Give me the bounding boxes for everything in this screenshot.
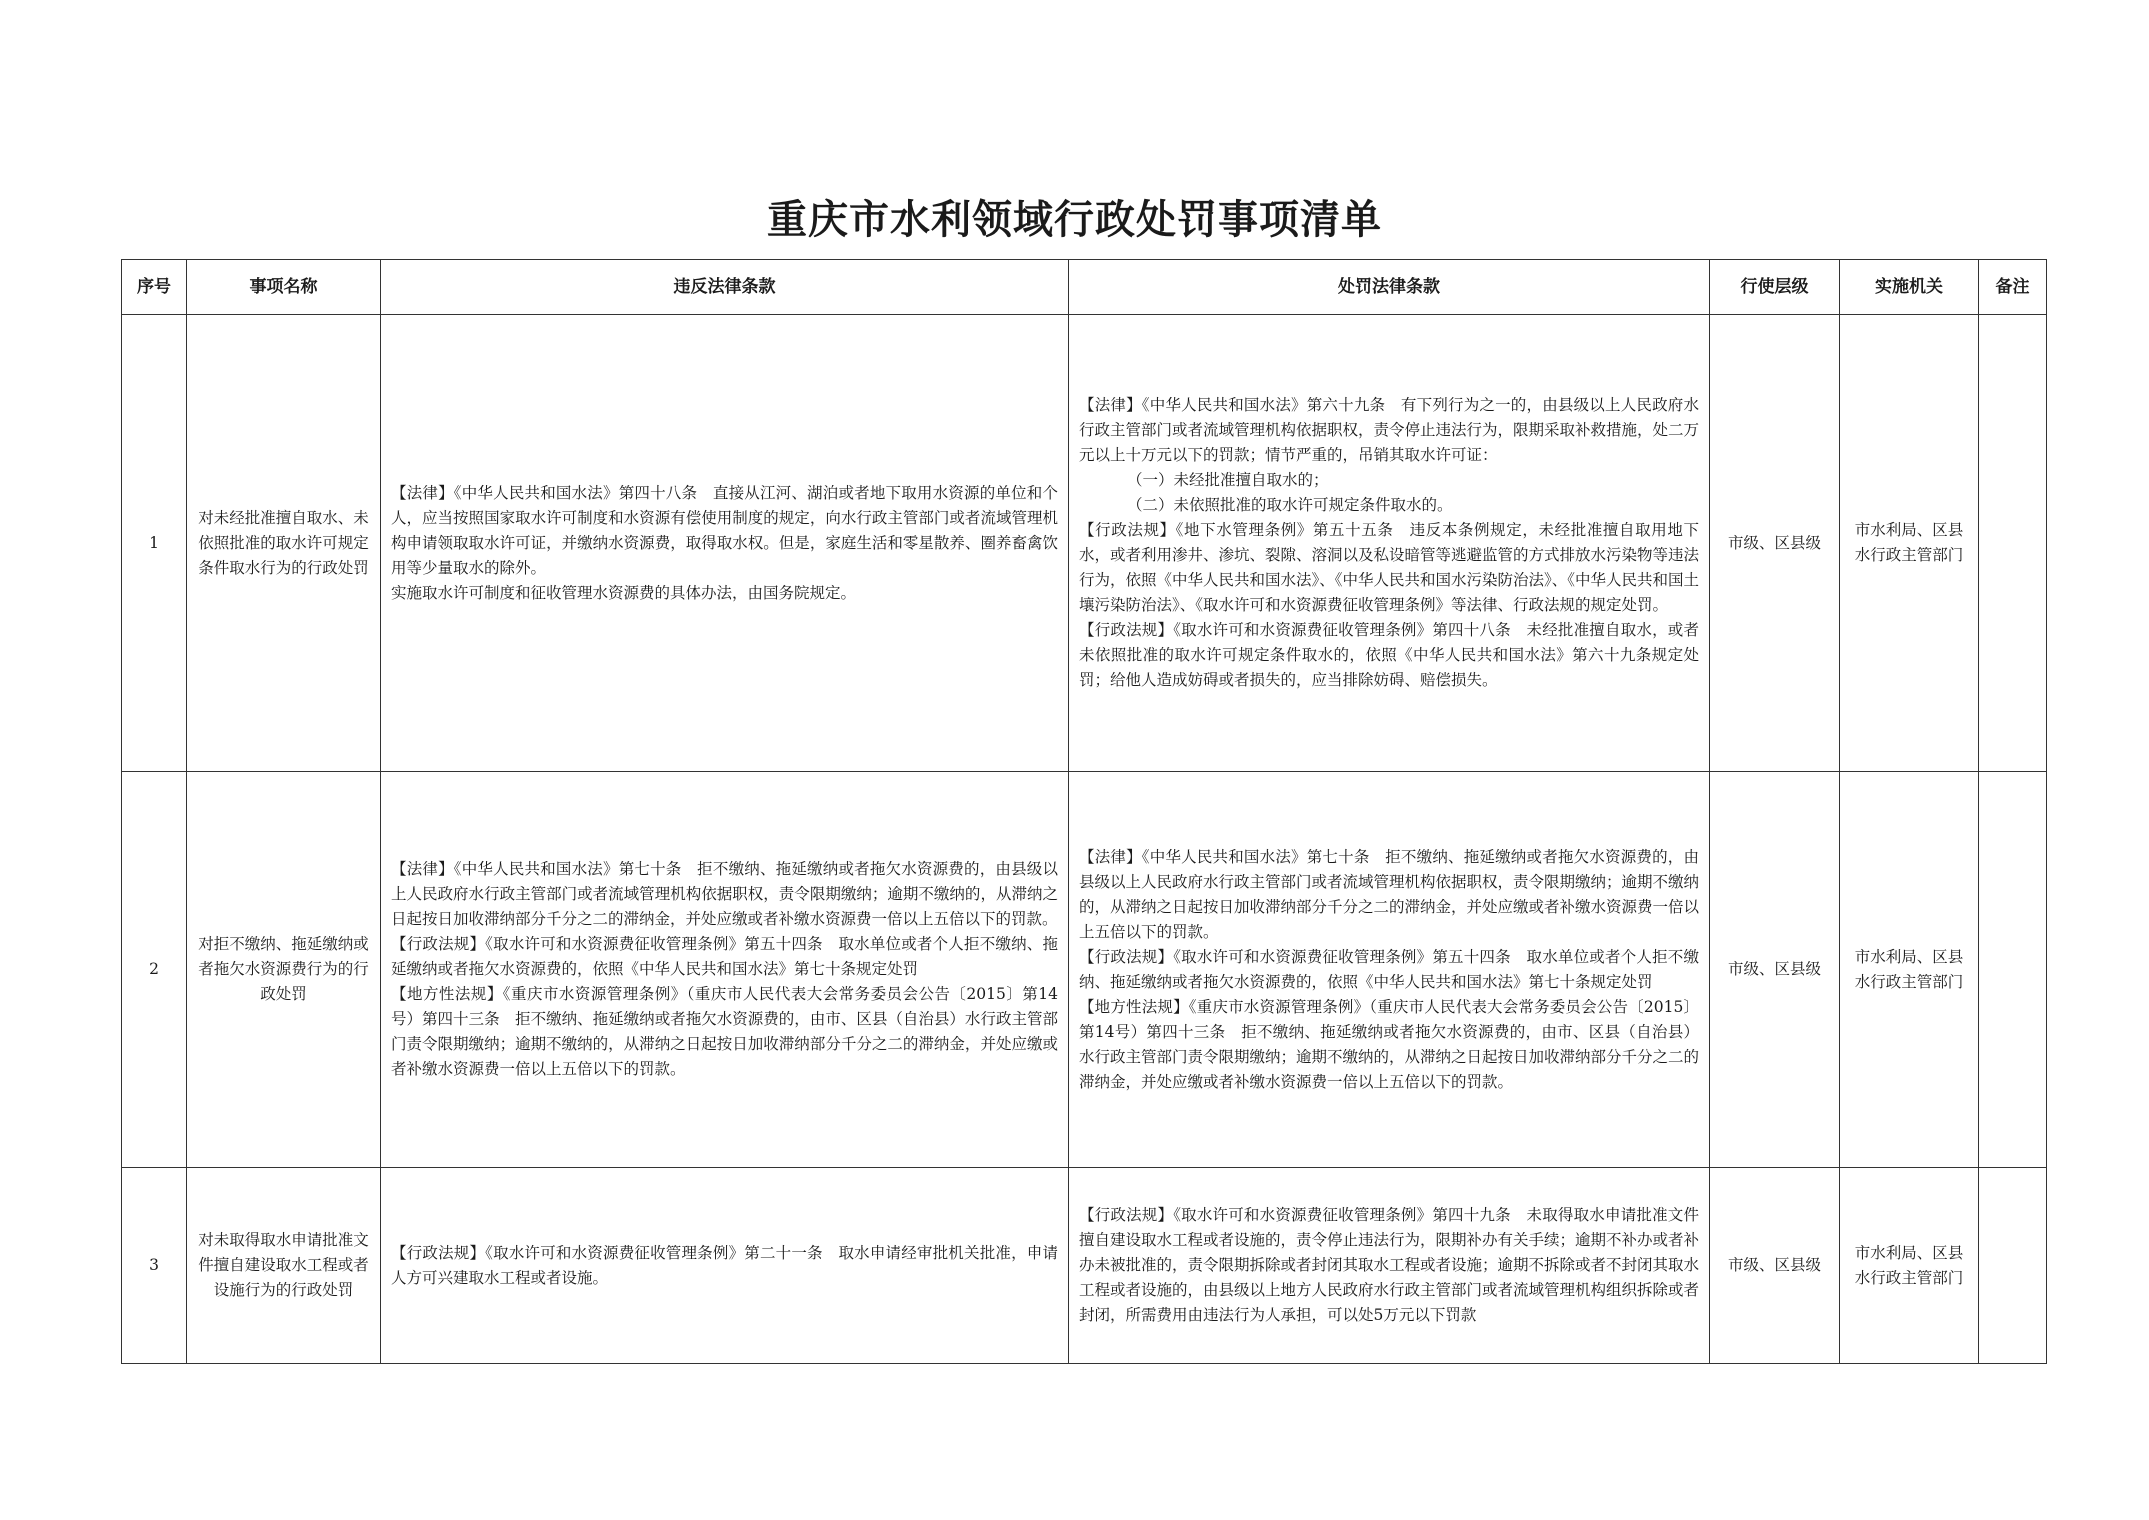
cell-item-name: 对拒不缴纳、拖延缴纳或者拖欠水资源费行为的行政处罚: [187, 772, 381, 1168]
clause-paragraph: 【法律】《中华人民共和国水法》第六十九条 有下列行为之一的，由县级以上人民政府水行政主管部门或者流域管理机构依据职权，责令停止违法行为，限期采取补救措施，处二万元以上十万元以下的罚款；情节严重的，吊销其取水许可证：: [1079, 396, 1700, 464]
cell-violation-clause: [381, 1168, 1069, 1364]
clause-paragraph: 【行政法规】《地下水管理条例》第五十五条 违反本条例规定，未经批准擅自取用地下水，或者利用渗井、渗坑、裂隙、溶洞以及私设暗管等逃避监管的方式排放水污染物等违法行为，依照《中华人民共和国水法》、《中华人民共和国水污染防治法》、《中华人民共和国土壤污染防治法》、《取水许可和水资源费征收管理条例》等法律、行政法规的规定处罚。: [1079, 521, 1700, 614]
clause-item: （二）未依照批准的取水许可规定条件取水的。: [1127, 496, 1453, 514]
cell-serial-no: 2: [122, 772, 187, 1168]
cell-punishment-clause: [1069, 772, 1710, 1168]
cell-item-name: 对未取得取水申请批准文件擅自建设取水工程或者设施行为的行政处罚: [187, 1168, 381, 1364]
clause-paragraph: 【行政法规】《取水许可和水资源费征收管理条例》第五十四条 取水单位或者个人拒不缴纳、拖延缴纳或者拖欠水资源费的，依照《中华人民共和国水法》第七十条规定处罚: [1079, 947, 1699, 991]
cell-serial-no: 1: [122, 315, 187, 772]
header-exercise-level: 行使层级: [1710, 260, 1840, 315]
clause-item: （一）未经批准擅自取水的；: [1127, 471, 1329, 489]
clause-paragraph: 实施取水许可制度和征收管理水资源费的具体办法，由国务院规定。: [391, 583, 857, 602]
clause-paragraph: 【法律】《中华人民共和国水法》第四十八条 直接从江河、湖泊或者地下取用水资源的单位和个人，应当按照国家取水许可制度和水资源有偿使用制度的规定，向水行政主管部门或者流域管理机构申请领取取水许可证，并缴纳水资源费，取得取水权。但是，家庭生活和零星散养、圈养畜禽饮用等少量取水的除外。: [391, 483, 1058, 577]
cell-punishment-clause: [1069, 1168, 1710, 1364]
clause-paragraph: 【行政法规】《取水许可和水资源费征收管理条例》第五十四条 取水单位或者个人拒不缴纳、拖延缴纳或者拖欠水资源费的，依照《中华人民共和国水法》第七十条规定处罚: [391, 935, 1058, 978]
table-row: [122, 772, 2047, 1168]
clause-paragraph: 【法律】《中华人民共和国水法》第七十条 拒不缴纳、拖延缴纳或者拖欠水资源费的，由县级以上人民政府水行政主管部门或者流域管理机构依据职权，责令限期缴纳；逾期不缴纳的，从滞纳之日起按日加收滞纳部分千分之二的滞纳金，并处应缴或者补缴水资源费一倍以上五倍以下的罚款。: [391, 860, 1058, 928]
cell-remark: [1979, 772, 2047, 1168]
clause-paragraph: 【行政法规】《取水许可和水资源费征收管理条例》第二十一条 取水申请经审批机关批准，申请人方可兴建取水工程或者设施。: [391, 1243, 1058, 1287]
clause-paragraph: 【地方性法规】《重庆市水资源管理条例》（重庆市人民代表大会常务委员会公告〔2015〕第14号）第四十三条 拒不缴纳、拖延缴纳或者拖欠水资源费的，由市、区县（自治县）水行政主管部门责令限期缴纳；逾期不缴纳的，从滞纳之日起按日加收滞纳部分千分之二的滞纳金，并处应缴或者补缴水资源费一倍以上五倍以下的罚款。: [391, 985, 1058, 1078]
header-remark: 备注: [1979, 260, 2047, 315]
cell-remark: [1979, 1168, 2047, 1364]
cell-exercise-level: 市级、区县级: [1710, 315, 1840, 772]
cell-punishment-clause: [1069, 315, 1710, 772]
table-header-row: [122, 260, 2047, 315]
header-violation-clause: 违反法律条款: [381, 260, 1069, 315]
clause-paragraph: 【法律】《中华人民共和国水法》第七十条 拒不缴纳、拖延缴纳或者拖欠水资源费的，由县级以上人民政府水行政主管部门或者流域管理机构依据职权，责令限期缴纳；逾期不缴纳的，从滞纳之日起按日加收滞纳部分千分之二的滞纳金，并处应缴或者补缴水资源费一倍以上五倍以下的罚款。: [1079, 847, 1700, 941]
cell-exercise-level: 市级、区县级: [1710, 772, 1840, 1168]
clause-paragraph: 【行政法规】《取水许可和水资源费征收管理条例》第四十九条 未取得取水申请批准文件擅自建设取水工程或者设施的，责令停止违法行为，限期补办有关手续；逾期不补办或者补办未被批准的，责令限期拆除或者封闭其取水工程或者设施；逾期不拆除或者不封闭其取水工程或者设施的，由县级以上地方人民政府水行政主管部门或者流域管理机构组织拆除或者封闭，所需费用由违法行为人承担，可以处5万元以下罚款: [1079, 1206, 1700, 1324]
cell-violation-clause: [381, 772, 1069, 1168]
cell-item-name: 对未经批准擅自取水、未依照批准的取水许可规定条件取水行为的行政处罚: [187, 315, 381, 772]
header-serial-no: 序号: [122, 260, 187, 315]
header-punishment-clause: 处罚法律条款: [1069, 260, 1710, 315]
document-title: 重庆市水利领域行政处罚事项清单: [767, 196, 1382, 243]
cell-implementing-agency: 市水利局、区县水行政主管部门: [1840, 772, 1979, 1168]
penalty-items-table: [121, 259, 2047, 1364]
table-row: [122, 315, 2047, 772]
header-item-name: 事项名称: [187, 260, 381, 315]
table-row: [122, 1168, 2047, 1364]
cell-remark: [1979, 315, 2047, 772]
cell-implementing-agency: 市水利局、区县水行政主管部门: [1840, 315, 1979, 772]
clause-paragraph: 【行政法规】《取水许可和水资源费征收管理条例》第四十八条 未经批准擅自取水，或者未依照批准的取水许可规定条件取水的，依照《中华人民共和国水法》第六十九条规定处罚；给他人造成妨碍或者损失的，应当排除妨碍、赔偿损失。: [1079, 621, 1699, 689]
clause-paragraph: 【地方性法规】《重庆市水资源管理条例》（重庆市人民代表大会常务委员会公告〔2015〕第14号）第四十三条 拒不缴纳、拖延缴纳或者拖欠水资源费的，由市、区县（自治县）水行政主管部门责令限期缴纳；逾期不缴纳的，从滞纳之日起按日加收滞纳部分千分之二的滞纳金，并处应缴或者补缴水资源费一倍以上五倍以下的罚款。: [1079, 997, 1700, 1091]
cell-implementing-agency: 市水利局、区县水行政主管部门: [1840, 1168, 1979, 1364]
header-implementing-agency: 实施机关: [1840, 260, 1979, 315]
cell-violation-clause: [381, 315, 1069, 772]
cell-serial-no: 3: [122, 1168, 187, 1364]
cell-exercise-level: 市级、区县级: [1710, 1168, 1840, 1364]
